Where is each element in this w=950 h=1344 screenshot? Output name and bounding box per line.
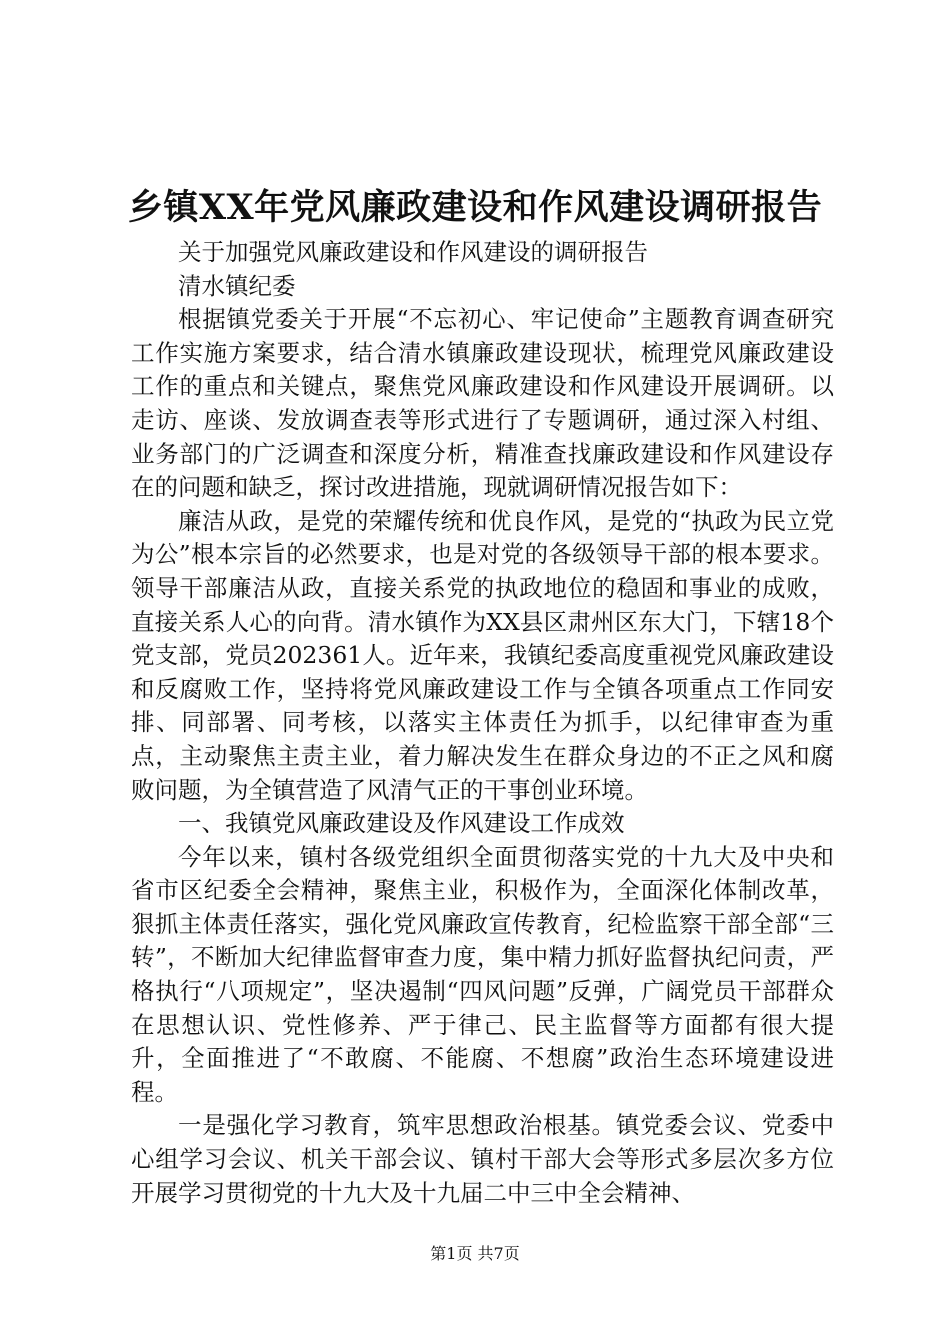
intro-paragraph: 根据镇党委关于开展“不忘初心、牢记使命”主题教育调查研究工作实施方案要求，结合清水镇廉政建设现状，梳理党风廉政建设工作的重点和关键点，聚焦党风廉政建设和作风建设开展调研。以走访、座谈、发放调查表等形式进行了专题调研，通过深入村组、业务部门的广泛调查和深度分析，精准查找廉政建设和作风建设存在的问题和缺乏，探讨改进措施，现就调研情况报告如下： [131,305,834,502]
page-footer: 第1页 共7页 [430,1244,520,1263]
subtitle-paragraph: 关于加强党风廉政建设和作风建设的调研报告 [178,238,648,266]
point-one-paragraph: 一是强化学习教育，筑牢思想政治根基。镇党委会议、党委中心组学习会议、机关干部会议、镇村干部大会等形式多层次多方位开展学习贯彻党的十九大及十九届二中三中全会精神、 [131,1111,834,1207]
achievements-paragraph: 今年以来，镇村各级党组织全面贯彻落实党的十九大及中央和省市区纪委全会精神，聚焦主业，积极作为，全面深化体制改革，狠抓主体责任落实，强化党风廉政宣传教育，纪检监察干部全部“三转”，不断加大纪律监督审查力度，集中精力抓好监督执纪问责，严格执行“八项规定”，坚决遏制“四风问题”反弹，广阔党员干部群众在思想认识、党性修养、严于律己、民主监督等方面都有很大提升，全面推进了“不敢腐、不能腐、不想腐”政治生态环境建设进程。 [131,842,834,1106]
background-paragraph: 廉洁从政，是党的荣耀传统和优良作风，是党的“执政为民立党为公”根本宗旨的必然要求，也是对党的各级领导干部的根本要求。领导干部廉洁从政，直接关系党的执政地位的稳固和事业的成败，直接关系人心的向背。清水镇作为XX县区肃州区东大门，下辖18个党支部，党员202361人。近年来，我镇纪委高度重视党风廉政建设和反腐败工作，坚持将党风廉政建设工作与全镇各项重点工作同安排、同部署、同考核，以落实主体责任为抓手，以纪律审查为重点，主动聚焦主责主业，着力解决发生在群众身边的不正之风和腐败问题，为全镇营造了风清气正的干事创业环境。 [131,506,834,804]
author-paragraph: 清水镇纪委 [178,271,296,300]
document-title: 乡镇XX年党风廉政建设和作风建设调研报告 [127,187,823,228]
document-body [131,236,834,1210]
section-heading-1: 一、我镇党风廉政建设及作风建设工作成效 [178,809,625,838]
